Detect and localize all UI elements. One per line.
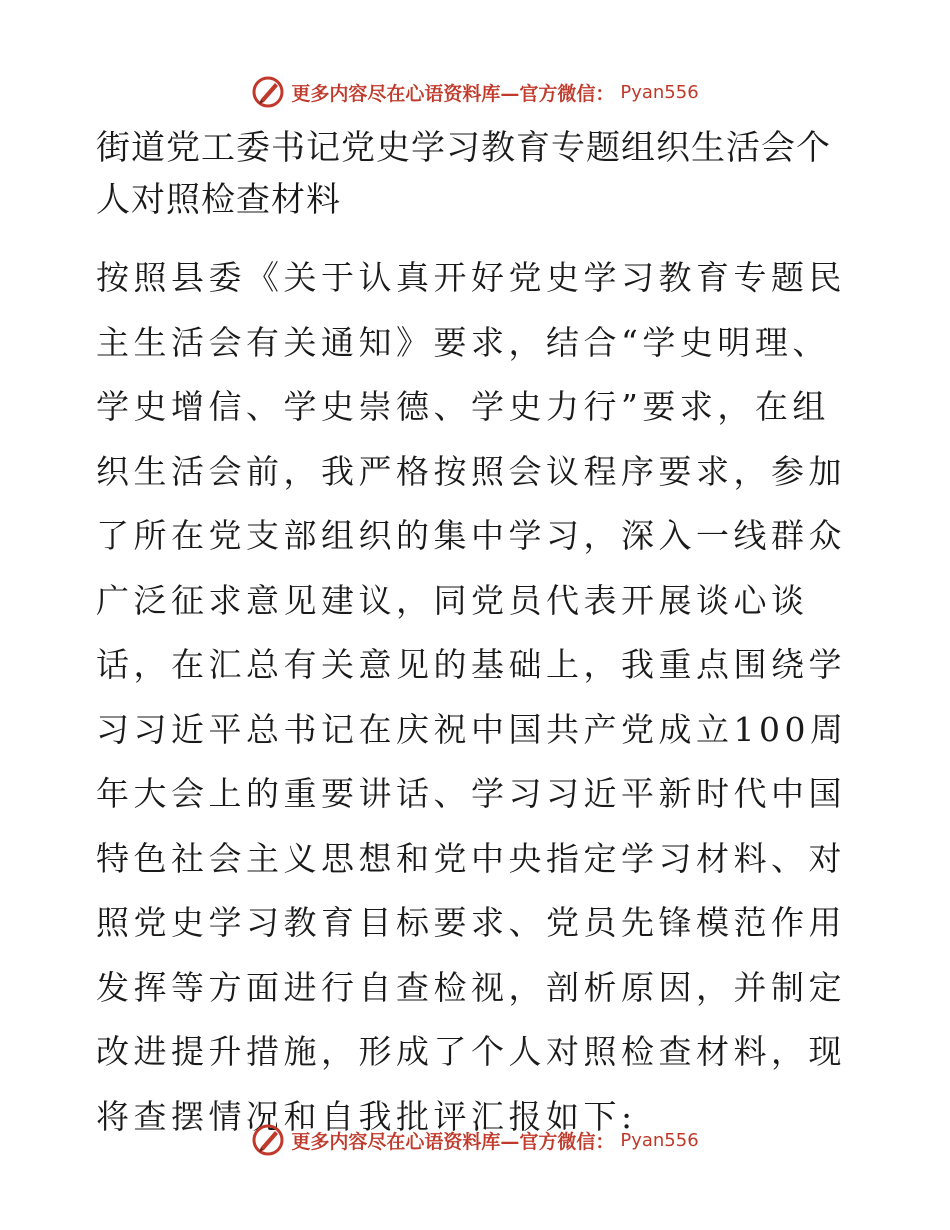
pen-logo-icon — [251, 75, 285, 109]
footer-banner-contact: Pyan556 — [620, 1129, 699, 1151]
header-banner-contact: Pyan556 — [620, 81, 699, 103]
header-banner-text: 更多内容尽在心语资料库—官方微信： — [291, 82, 615, 105]
footer-banner-text: 更多内容尽在心语资料库—官方微信： — [291, 1130, 615, 1153]
document-title: 街道党工委书记党史学习教育专题组织生活会个人对照检查材料 — [96, 128, 831, 220]
document-paragraph: 按照县委《关于认真开好党史学习教育专题民主生活会有关通知》要求，结合“学史明理、学史增信、学史崇德、学史力行”要求，在组织生活会前，我严格按照会议程序要求，参加了所在党支部组织的集中学习，深入一线群众广泛征求意见建议，同党员代表开展谈心谈话，在汇总有关意见的基础上，我重点围绕学习习近平总书记在庆祝中国共产党成立100周年大会上的重要讲话、学习习近平新时代中国特色社会主义思想和党中央指定学习材料、对照党史学习教育目标要求、党员先锋模范作用发挥等方面进行自查检视，剖析原因，并制定改进提升措施，形成了个人对照检查材料，现将查摆情况和自我批评汇报如下: — [96, 258, 848, 1136]
footer-banner — [0, 1118, 950, 1162]
pen-logo-icon — [251, 1123, 285, 1157]
header-banner — [0, 70, 950, 114]
